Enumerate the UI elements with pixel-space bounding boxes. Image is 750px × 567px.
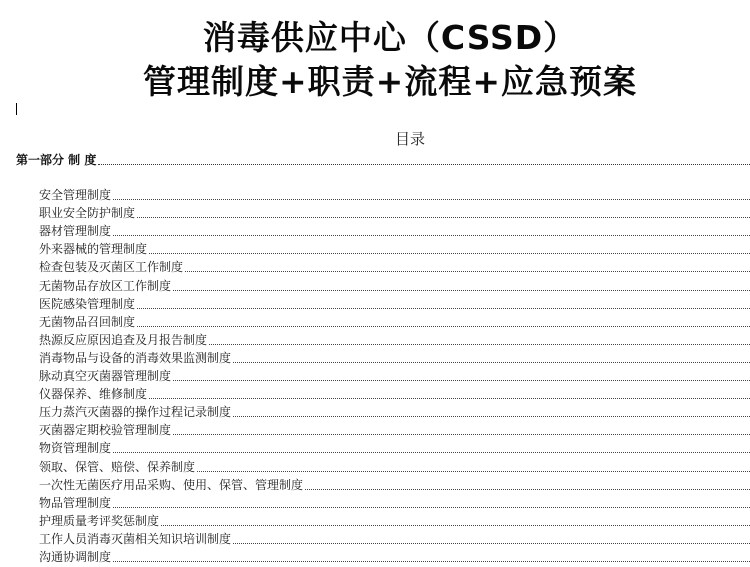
- toc-entry[interactable]: [39, 221, 750, 239]
- toc-entry-label: 沟通协调制度: [39, 549, 112, 564]
- dot-leader: [173, 434, 750, 435]
- toc-entry-label: 一次性无菌医疗用品采购、使用、保管、管理制度: [39, 477, 304, 492]
- toc-heading: 目录: [394, 130, 425, 148]
- toc-part-one-label: 第一部分 制 度: [16, 153, 97, 167]
- toc-entry[interactable]: [39, 384, 750, 402]
- toc-entry[interactable]: [39, 257, 750, 275]
- dot-leader: [161, 525, 750, 526]
- toc-entry[interactable]: [39, 366, 750, 384]
- toc-entry-label: 脉动真空灭菌器管理制度: [39, 369, 172, 384]
- dot-leader: [233, 416, 750, 417]
- toc-entry[interactable]: [39, 438, 750, 456]
- dot-leader: [137, 217, 750, 218]
- toc-entry-label: 外来器械的管理制度: [39, 242, 148, 257]
- document-title-line-1: 消毒供应中心（CSSD）: [202, 18, 578, 57]
- toc-entry-label: 物品管理制度: [39, 495, 112, 510]
- toc-entry[interactable]: [39, 402, 750, 420]
- toc-entry[interactable]: [39, 511, 750, 529]
- dot-leader: [149, 253, 750, 254]
- toc-entry[interactable]: [39, 275, 750, 293]
- dot-leader: [209, 344, 750, 345]
- toc-entry-label: 工作人员消毒灭菌相关知识培训制度: [39, 531, 232, 546]
- toc-entry-label: 压力蒸汽灭菌器的操作过程记录制度: [39, 405, 232, 420]
- toc-entry-label: 检查包装及灭菌区工作制度: [39, 260, 184, 275]
- dot-leader: [113, 199, 750, 200]
- toc-entry-label: 安全管理制度: [39, 188, 112, 203]
- dot-leader: [233, 362, 750, 363]
- toc-entry[interactable]: [39, 348, 750, 366]
- toc-entry-list: [39, 185, 750, 565]
- toc-entry[interactable]: [39, 475, 750, 493]
- toc-entry[interactable]: [39, 529, 750, 547]
- document-title-line-2: 管理制度+职责+流程+应急预案: [143, 62, 637, 101]
- toc-part-one[interactable]: [16, 152, 750, 168]
- dot-leader: [113, 507, 750, 508]
- toc-entry-label: 器材管理制度: [39, 224, 112, 239]
- toc-entry[interactable]: [39, 294, 750, 312]
- toc-entry-label: 医院感染管理制度: [39, 296, 136, 311]
- dot-leader: [113, 561, 750, 562]
- dot-leader: [113, 452, 750, 453]
- text-cursor: [16, 103, 17, 115]
- toc-entry-label: 护理质量考评奖惩制度: [39, 513, 160, 528]
- toc-entry-label: 领取、保管、赔偿、保养制度: [39, 459, 196, 474]
- toc-entry-label: 无菌物品存放区工作制度: [39, 278, 172, 293]
- toc-entry[interactable]: [39, 547, 750, 565]
- toc-entry-label: 仪器保养、维修制度: [39, 387, 148, 402]
- dot-leader: [233, 543, 750, 544]
- dot-leader: [197, 471, 750, 472]
- toc-entry-label: 热源反应原因追查及月报告制度: [39, 332, 208, 347]
- toc-entry-label: 灭菌器定期校验管理制度: [39, 423, 172, 438]
- dot-leader: [137, 326, 750, 327]
- toc-entry[interactable]: [39, 185, 750, 203]
- dot-leader: [98, 164, 750, 165]
- dot-leader: [137, 308, 750, 309]
- dot-leader: [173, 290, 750, 291]
- toc-entry-label: 无菌物品召回制度: [39, 314, 136, 329]
- toc-entry-label: 物资管理制度: [39, 441, 112, 456]
- toc-entry[interactable]: [39, 456, 750, 474]
- dot-leader: [185, 271, 750, 272]
- toc-entry[interactable]: [39, 420, 750, 438]
- toc-entry[interactable]: [39, 239, 750, 257]
- dot-leader: [173, 380, 750, 381]
- toc-entry[interactable]: [39, 493, 750, 511]
- toc-entry-label: 消毒物品与设备的消毒效果监测制度: [39, 350, 232, 365]
- toc-entry[interactable]: [39, 330, 750, 348]
- toc-entry-label: 职业安全防护制度: [39, 206, 136, 221]
- dot-leader: [113, 235, 750, 236]
- dot-leader: [305, 489, 750, 490]
- dot-leader: [149, 398, 750, 399]
- toc-entry[interactable]: [39, 312, 750, 330]
- toc-entry[interactable]: [39, 203, 750, 221]
